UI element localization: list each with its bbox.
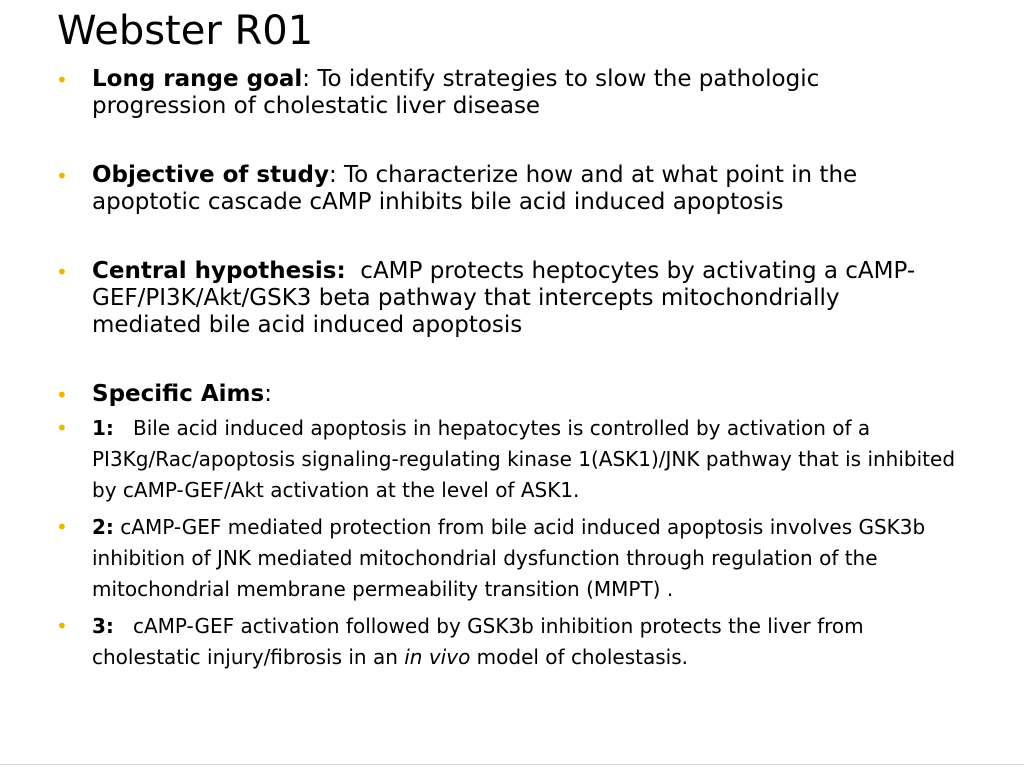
bullet-dot-icon: • [56,515,68,539]
bullet-dot-icon: • [56,416,68,440]
bottom-divider [0,764,1024,765]
aim-number: 1: [92,416,114,440]
bullet-long-range-goal [56,66,956,120]
bullet-text: cAMP protects heptocytes by activating a cAMP-GEF/PI3K/Akt/GSK3 beta pathway that intercepts mitochondrially mediated bile acid induced apoptosis [92,258,916,338]
aim-text: cAMP-GEF mediated protection from bile acid induced apoptosis involves GSK3b inhibition of JNK mediated mitochondrial dysfunction through regulation of the mitochondrial membrane permeability transition (MMPT) . [92,515,926,601]
bullet-label: Specific Aims [92,381,265,407]
aim-1 [56,413,956,506]
bullet-dot-icon: • [56,383,68,407]
bullet-separator [346,258,361,284]
bullet-objective [56,162,956,216]
bullet-central-hypothesis [56,258,956,339]
aim-text: cAMP-GEF activation followed by GSK3b inhibition protects the liver from cholestatic injury/fibrosis in an [92,614,864,669]
bullet-list [56,66,956,673]
aim-3 [56,611,956,673]
bullet-label: Central hypothesis: [92,258,346,284]
bullet-label: Long range goal [92,66,303,92]
aim-text: model of cholestasis. [476,645,688,669]
aim-text: Bile acid induced apoptosis in hepatocytes is controlled by activation of a PI3Kg/Rac/apoptosis signaling-regulating kinase 1(ASK1)/JNK pathway that is inhibited by cAMP-GEF/Akt activation at the level of ASK1. [92,416,956,502]
slide-title: Webster R01 [57,8,314,54]
bullet-separator: : [328,162,345,188]
bullet-dot-icon: • [56,260,68,284]
bullet-dot-icon: • [56,164,68,188]
bullet-label: Objective of study [92,162,329,188]
bullet-separator: : [264,381,272,407]
bullet-separator: : [302,66,318,92]
bullet-text: To characterize how and at what point in the apoptotic cascade cAMP inhibits bile acid induced apoptosis [92,162,858,215]
bullet-dot-icon: • [56,68,68,92]
aim-number: 3: [92,614,114,638]
aim-text-italic: in vivo [404,645,471,669]
bullet-dot-icon: • [56,614,68,638]
bullet-text: To identify strategies to slow the pathologic progression of cholestatic liver disease [92,66,820,119]
aim-2 [56,512,956,605]
bullet-specific-aims [56,381,956,408]
aim-number: 2: [92,515,114,539]
